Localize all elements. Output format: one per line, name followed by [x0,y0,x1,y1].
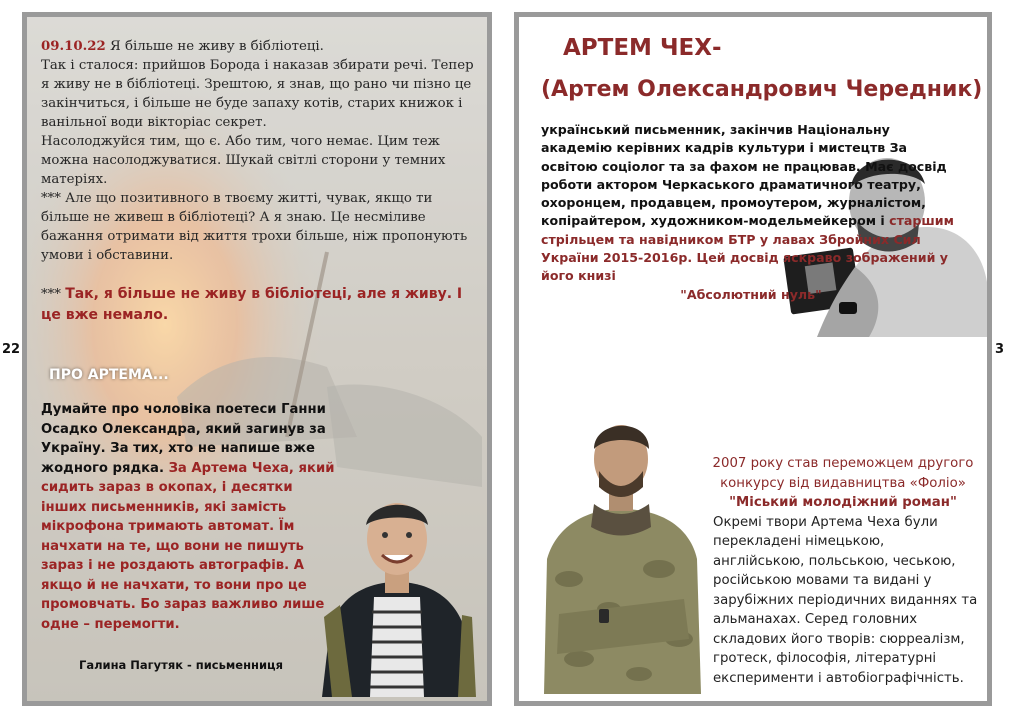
diary-highlight: Так, я більше не живу в бібліотеці, але я живу. І це вже немало. [41,286,463,323]
artem-soldier-photo [539,409,704,694]
bio-black-text: український письменник, закінчив Національну академію керівних кадрів культури і мистецтв За освітою соціолог та за фахом не працював. Має досвід роботи актором Черкаського драматичного театру, охоронцем, продавцем, промоутером, журналістом, копірайтером, художником-модельмейкером і [541,122,947,229]
about-heading: ПРО АРТЕМА... [49,367,169,383]
diary-line1: Я більше не живу в бібліотеці. [105,39,324,54]
right-page [514,12,992,706]
translations-text: Окремі твори Артема Чеха були перекладені німецькою, англійською, польською, чеською, російською мовами та видані у зарубіжних періодичних виданнях та альманахах. Серед головних складових його творів: сюрреалізм, гротеск, філософія, літературні експерименти і автобіографічність. [713,514,978,686]
diary-paragraph-1: Так і сталося: прийшов Борода і наказав збирати речі. Тепер я живу не в бібліотеці. Зрештою, я знав, що рано чи пізно це закінчиться, і більше не буде запаху котів, старих книжок і ванільної води вікторіас секрет. [41,58,474,130]
diary-text [41,37,481,326]
award-line: 2007 року став переможцем другого конкурсу від видавництва «Фоліо» [712,456,974,491]
bio-red-text: старшим стрільцем та навідником БТР у лавах Збройних Сил України 2015-2016р. Цей досвід яскраво зображений у його книзі [541,213,954,284]
page-number-right: 3 [995,342,1005,357]
author-title: АРТЕМ ЧЕХ- [563,35,722,61]
page-number-left: 22 [2,342,21,357]
quote-black-text: Думайте про чоловіка поетеси Ганни Осадко Олександра, який загинув за Україну. За тих, хто не напише вже жодного рядка. [41,402,326,476]
author-full-name: (Артем Олександрович Чередник) [541,77,983,102]
quote-block [41,400,341,634]
signature: Галина Пагутяк - письменниця [79,658,283,672]
award-novel: "Міський молодіжний роман" [729,495,957,510]
left-page [22,12,492,706]
quote-red-text: За Артема Чеха, який сидить зараз в окопах, і десятки інших письменників, які замість мікрофона тримають автомат. Їм начхати на те, що вони не пишуть зараз і не роздають автографів. А якщо й не начхати, то вони про це промовчать. Бо зараз важливо лише одне – перемогти. [41,460,335,632]
diary-paragraph-2: Насолоджуйся тим, що є. Або тим, чого немає. Цим теж можна насолоджуватися. Шукай світлі сторони у темних матеріях. [41,134,446,187]
diary-paragraph-3: *** Але що позитивного в твоєму житті, чувак, якщо ти більше не живеш в бібліотеці? А я знаю. Це несміливе бажання отримати від життя трохи більше, ніж пропонують умови і обставини. [41,191,468,263]
awards-and-translations [707,454,979,688]
diary-date: 09.10.22 [41,39,106,54]
diary-paragraph-4-prefix: *** [41,287,66,302]
biography [541,121,961,304]
book-title: "Абсолютний нуль" [680,286,822,302]
